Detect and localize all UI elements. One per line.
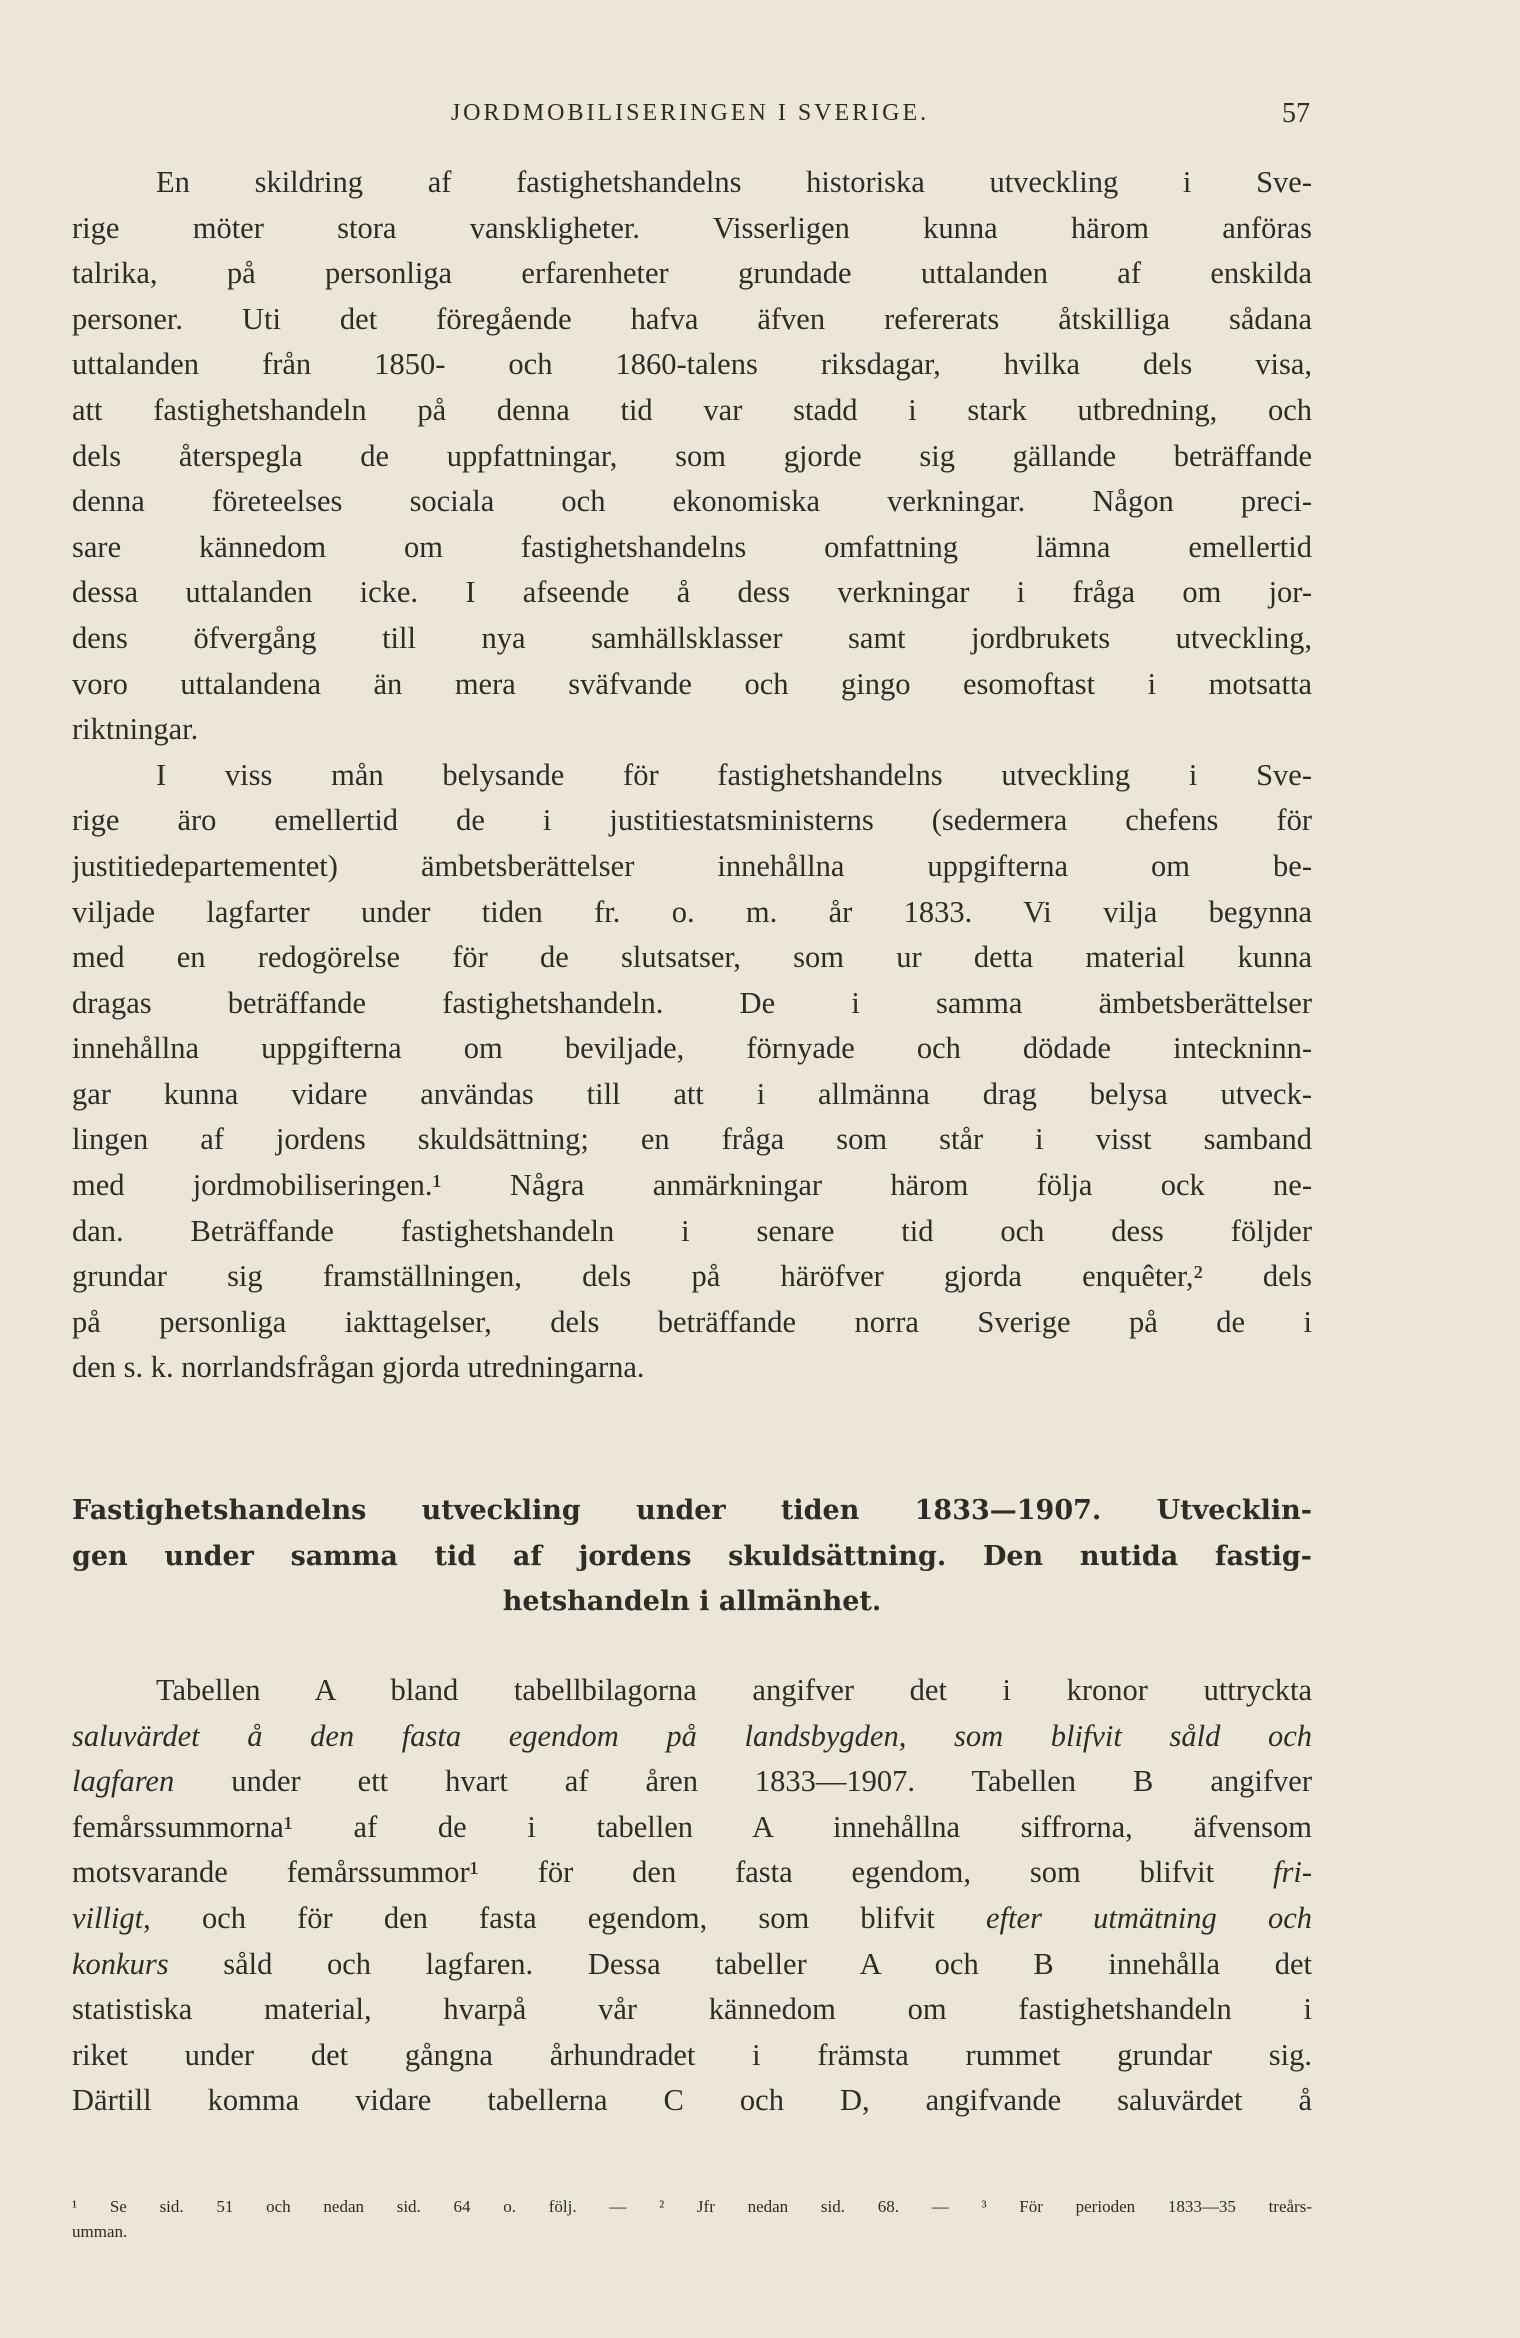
text-line: [72, 1896, 1312, 1942]
italic-term: efter utmätning och: [986, 1900, 1312, 1935]
text-line: gar kunna vidare användas till att i allmänna drag belysa utveck-: [72, 1076, 1312, 1111]
text-line: att fastighetshandeln på denna tid var stadd i stark utbredning, och: [72, 392, 1312, 427]
text-line: grundar sig framställningen, dels på häröfver gjorda enquêter,² dels: [72, 1259, 1312, 1294]
italic-term: lagfaren: [72, 1764, 175, 1799]
footnotes: [72, 2194, 1312, 2220]
italic-term: saluvärdet å den fasta egendom på landsbygden, som blifvit såld och: [72, 1718, 1312, 1753]
footnote-text: ¹ Se sid. 51 och nedan sid. 64 o. följ. — ² Jfr nedan sid. 68. — ³ För perioden 1833—35 treårs-: [72, 2197, 1312, 2216]
text-line: lingen af jordens skuldsättning; en fråga som står i visst samband: [72, 1122, 1312, 1157]
text-line: [72, 1850, 1312, 1896]
text-line: med en redogörelse för de slutsatser, som ur detta material kunna: [72, 940, 1312, 975]
text-run: såld och lagfaren. Dessa tabeller A och B innehålla det: [168, 1946, 1312, 1981]
text-line: rige möter stora vanskligheter. Visserligen kunna härom anföras: [72, 210, 1312, 245]
text-line: [72, 1714, 1312, 1760]
text-run: motsvarande femårssummor¹ för den fasta egendom, som blifvit: [72, 1855, 1274, 1890]
text-line: [72, 1759, 1312, 1805]
text-line: En skildring af fastighetshandelns historiska utveckling i Sve-: [156, 165, 1312, 199]
heading-line: hetshandeln i allmänhet.: [502, 1586, 882, 1618]
text-line: personer. Uti det föregående hafva äfven refererats åtskilliga sådana: [72, 301, 1312, 336]
text-line: den s. k. norrlandsfrågan gjorda utredningarna.: [72, 1350, 645, 1385]
text-line: dragas beträffande fastighetshandeln. De i samma ämbetsberättelser: [72, 985, 1312, 1020]
italic-term: fri-: [1273, 1855, 1312, 1890]
text-line: uttalanden från 1850- och 1860-talens riksdagar, hvilka dels visa,: [72, 347, 1312, 382]
text-line: statistiska material, hvarpå vår kännedom om fastighetshandeln i: [72, 1992, 1312, 2027]
text-line: med jordmobiliseringen.¹ Några anmärkningar härom följa ock ne-: [72, 1168, 1312, 1203]
text-line: riket under det gångna århundradet i främsta rummet grundar sig.: [72, 2037, 1312, 2072]
text-line: rige äro emellertid de i justitiestatsministerns (sedermera chefens för: [72, 803, 1312, 838]
text-line: innehållna uppgifterna om beviljade, förnyade och dödade inteckninn-: [72, 1031, 1312, 1066]
text-line: justitiedepartementet) ämbetsberättelser innehållna uppgifterna om be-: [72, 848, 1312, 883]
text-line: på personliga iakttagelser, dels beträffande norra Sverige på de i: [72, 1304, 1312, 1339]
text-line: denna företeelses sociala och ekonomiska verkningar. Någon preci-: [72, 484, 1312, 519]
main-text: [72, 160, 1312, 1391]
text-line: viljade lagfarter under tiden fr. o. m. år 1833. Vi vilja begynna: [72, 894, 1312, 929]
text-line: [72, 1942, 1312, 1988]
paragraph-3: [72, 1668, 1312, 2124]
text-line: voro uttalandena än mera sväfvande och gingo esomoftast i motsatta: [72, 666, 1312, 701]
text-line: dan. Beträffande fastighetshandeln i senare tid och dess följder: [72, 1213, 1312, 1248]
text-line: Tabellen A bland tabellbilagorna angifver det i kronor uttryckta: [156, 1673, 1312, 1707]
text-line: sare kännedom om fastighetshandelns omfattning lämna emellertid: [72, 529, 1312, 564]
italic-term: villigt: [72, 1900, 144, 1935]
running-title: JORDMOBILISERINGEN I SVERIGE.: [450, 100, 930, 126]
text-line: femårssummorna¹ af de i tabellen A innehållna siffrorna, äfvensom: [72, 1809, 1312, 1844]
heading-line: gen under samma tid af jordens skuldsättning. Den nutida fastig-: [72, 1540, 1312, 1572]
running-header: [70, 96, 1310, 136]
text-line: dels återspegla de uppfattningar, som gjorde sig gällande beträffande: [72, 438, 1312, 473]
text-line: Därtill komma vidare tabellerna C och D, angifvande saluvärdet å: [72, 2083, 1312, 2118]
paragraph-2: [72, 753, 1312, 1391]
text-line: dessa uttalanden icke. I afseende å dess verkningar i fråga om jor-: [72, 575, 1312, 610]
text-run: , och för den fasta egendom, som blifvit: [143, 1900, 987, 1935]
heading-line: Fastighetshandelns utveckling under tiden 1833—1907. Utvecklin-: [72, 1495, 1312, 1526]
text-line: dens öfvergång till nya samhällsklasser samt jordbrukets utveckling,: [72, 620, 1312, 655]
page-number: 57: [1282, 98, 1310, 129]
paragraph-1: [72, 160, 1312, 753]
text-line: talrika, på personliga erfarenheter grundade uttalanden af enskilda: [72, 256, 1312, 291]
footnote-continuation: umman.: [72, 2222, 128, 2241]
text-line: I viss mån belysande för fastighetshandelns utveckling i Sve-: [156, 757, 1312, 792]
text-run: under ett hvart af åren 1833—1907. Tabellen B angifver: [174, 1764, 1312, 1799]
italic-term: konkurs: [72, 1946, 169, 1981]
text-line: riktningar.: [72, 712, 199, 747]
section-heading: [72, 1488, 1312, 1625]
